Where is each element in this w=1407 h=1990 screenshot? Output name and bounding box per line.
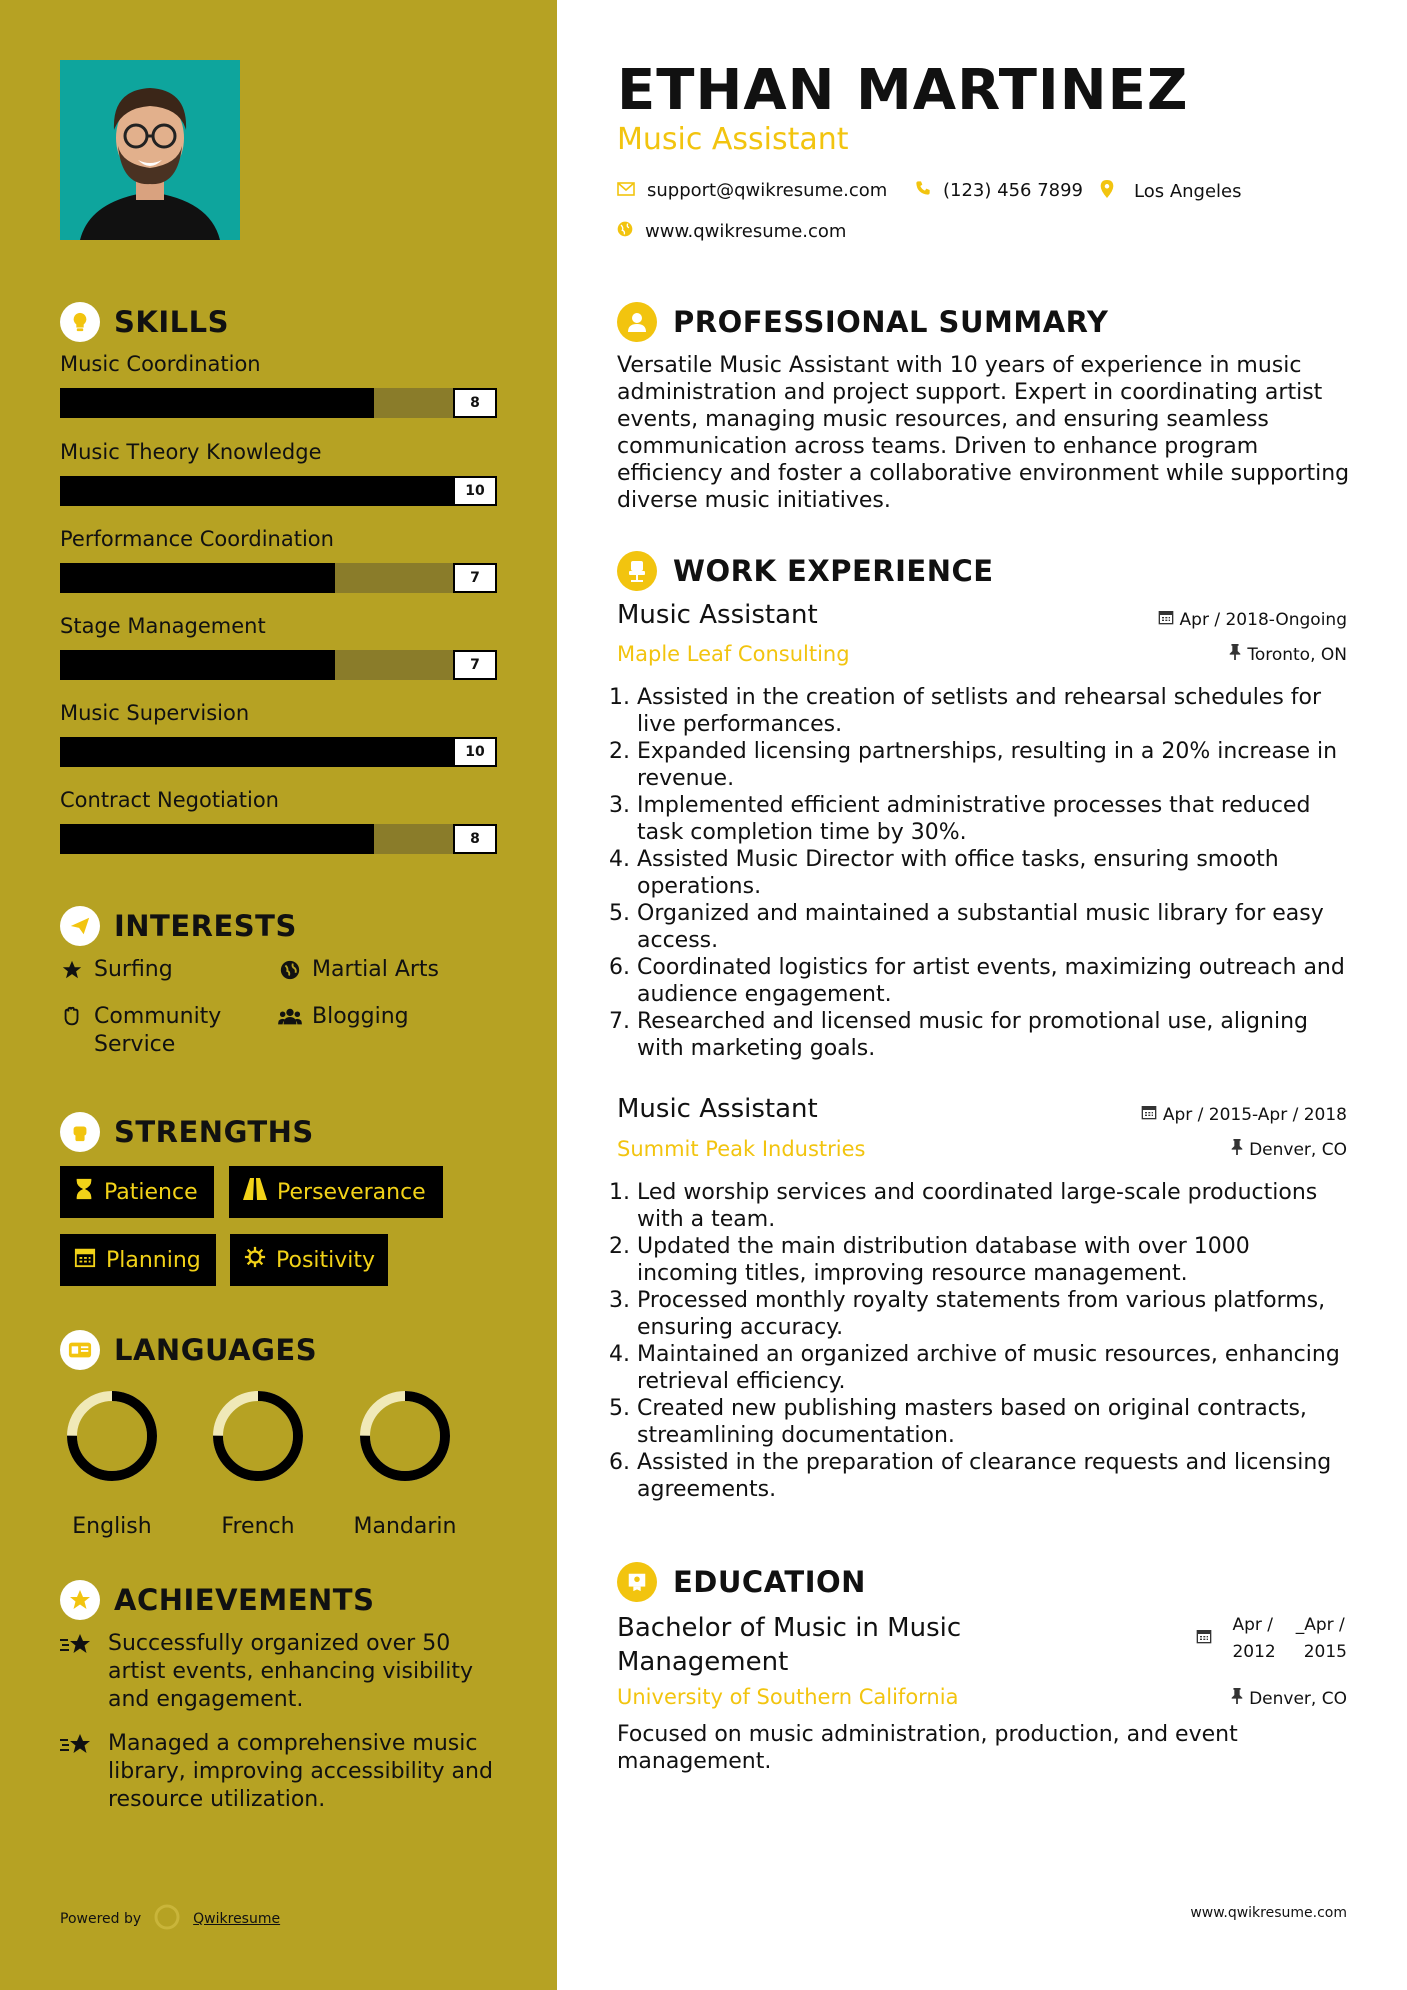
skill-bar — [60, 388, 497, 418]
language-item — [345, 1388, 465, 1539]
education-location — [1231, 1688, 1347, 1709]
strength-planning — [60, 1234, 216, 1286]
skill-bar-fill — [60, 650, 335, 680]
skill-level-value: 7 — [453, 563, 497, 593]
envelope-icon — [617, 180, 635, 201]
shooting-star-icon — [60, 1630, 94, 1714]
task-item: 2. Updated the main distribution database with over 1000 incoming titles, improving resource management. — [637, 1233, 1357, 1287]
strength-label: Perseverance — [277, 1179, 426, 1205]
job-1-company: Maple Leaf Consulting — [617, 642, 850, 666]
skill-bar-fill — [60, 824, 374, 854]
strength-label: Planning — [106, 1247, 201, 1273]
task-item: 6. Assisted in the preparation of clearance requests and licensing agreements. — [637, 1449, 1357, 1503]
interest-surfing — [60, 956, 173, 984]
road-icon — [243, 1178, 267, 1206]
interest-label: Community Service — [94, 1004, 222, 1057]
language-proficiency-ring — [210, 1388, 306, 1484]
pushpin-icon — [1229, 644, 1241, 665]
phone-text[interactable]: (123) 456 7899 — [943, 180, 1084, 201]
task-item: 7. Researched and licensed music for promotional use, aligning with marketing goals. — [637, 1008, 1357, 1062]
task-item: 3. Processed monthly royalty statements from various platforms, ensuring accuracy. — [637, 1287, 1357, 1341]
job-2-role: Music Assistant — [617, 1094, 818, 1124]
sidebar — [0, 0, 557, 1990]
skill-label: Music Coordination — [60, 352, 261, 376]
calendar-icon — [74, 1246, 96, 1274]
profile-photo — [60, 60, 240, 240]
skill-bar-fill — [60, 563, 335, 593]
interest-community-service — [60, 1003, 260, 1059]
skills-heading — [60, 302, 229, 342]
skill-bar — [60, 737, 497, 767]
calendar-icon — [1196, 1612, 1212, 1666]
calendar-icon — [1158, 609, 1174, 630]
languages-title: LANGUAGES — [114, 1333, 318, 1367]
skill-level-value: 10 — [453, 476, 497, 506]
interests-title: INTERESTS — [114, 909, 297, 943]
education-end — [1296, 1612, 1347, 1666]
education-heading — [617, 1562, 866, 1602]
task-item: 1. Led worship services and coordinated large-scale productions with a team. — [637, 1179, 1357, 1233]
email-text[interactable]: support@qwikresume.com — [647, 180, 888, 201]
users-icon — [278, 1003, 302, 1031]
strength-label: Patience — [104, 1179, 198, 1205]
interests-heading — [60, 906, 297, 946]
fist-icon — [60, 1112, 100, 1152]
language-proficiency-ring — [64, 1388, 160, 1484]
skill-bar-fill — [60, 388, 374, 418]
sun-icon — [244, 1246, 266, 1274]
task-item: 2. Expanded licensing partnerships, resulting in a 20% increase in revenue. — [637, 738, 1357, 792]
language-item — [52, 1388, 172, 1539]
job-title: Music Assistant — [617, 122, 849, 157]
graduation-icon — [617, 1562, 657, 1602]
skill-label: Contract Negotiation — [60, 788, 279, 812]
contact-email — [617, 180, 887, 201]
strength-perseverance — [229, 1166, 443, 1218]
globe-icon — [278, 956, 302, 984]
summary-heading — [617, 302, 1108, 342]
language-item — [198, 1388, 318, 1539]
skill-item — [60, 527, 497, 593]
experience-heading — [617, 551, 994, 591]
job-1-role: Music Assistant — [617, 600, 818, 630]
skill-bar-fill — [60, 476, 497, 506]
skill-level-value: 7 — [453, 650, 497, 680]
language-card-icon — [60, 1330, 100, 1370]
education-start-month: Apr / — [1232, 1615, 1274, 1635]
star-badge-icon — [60, 1580, 100, 1620]
task-item: 5. Organized and maintained a substantial music library for easy access. — [637, 900, 1357, 954]
contact-phone — [915, 180, 1083, 201]
skill-item — [60, 788, 497, 854]
paper-plane-icon — [60, 906, 100, 946]
job-1-tasks — [617, 684, 1357, 1062]
lightbulb-icon — [60, 302, 100, 342]
education-start-year: 2012 — [1232, 1642, 1276, 1662]
task-item: 3. Implemented efficient administrative processes that reduced task completion time by 30%. — [637, 792, 1357, 846]
strength-patience — [60, 1166, 214, 1218]
location-text: Los Angeles — [1134, 181, 1242, 202]
globe-icon — [617, 221, 633, 242]
education-end-month: _Apr / — [1295, 1615, 1345, 1635]
interest-label: Blogging — [312, 1004, 409, 1029]
education-end-year: 2015 — [1303, 1642, 1347, 1662]
language-proficiency-ring — [357, 1388, 453, 1484]
task-item: 4. Assisted Music Director with office tasks, ensuring smooth operations. — [637, 846, 1357, 900]
skill-item — [60, 701, 497, 767]
achievement-item — [60, 1630, 500, 1714]
strengths-heading — [60, 1112, 314, 1152]
education-school: University of Southern California — [617, 1685, 959, 1709]
job-2-date — [1141, 1104, 1347, 1125]
task-item: 5. Created new publishing masters based on original contracts, streamlining documentation. — [637, 1395, 1357, 1449]
phone-icon — [915, 180, 931, 201]
skills-title: SKILLS — [114, 305, 229, 339]
qwikresume-link[interactable]: Qwikresume — [193, 1911, 281, 1927]
skill-item — [60, 440, 497, 506]
education-dates — [1196, 1612, 1347, 1666]
achievement-item — [60, 1730, 500, 1814]
strengths-title: STRENGTHS — [114, 1115, 314, 1149]
education-degree: Bachelor of Music in Music Management — [617, 1613, 962, 1677]
qwikresume-logo-icon — [153, 1903, 181, 1935]
task-item: 1. Assisted in the creation of setlists and rehearsal schedules for live performances. — [637, 684, 1357, 738]
pushpin-icon — [1231, 1139, 1243, 1160]
contact-website — [617, 221, 846, 242]
education-title: EDUCATION — [673, 1565, 866, 1599]
office-chair-icon — [617, 551, 657, 591]
language-label: English — [72, 1514, 152, 1539]
interest-label: Martial Arts — [312, 957, 440, 982]
interest-blogging — [278, 1003, 409, 1031]
experience-title: WORK EXPERIENCE — [673, 554, 994, 588]
interest-martial-arts — [278, 956, 439, 984]
website-text[interactable]: www.qwikresume.com — [645, 221, 847, 242]
skill-label: Stage Management — [60, 614, 266, 638]
hand-icon — [60, 1003, 84, 1031]
calendar-icon — [1141, 1104, 1157, 1125]
skill-bar — [60, 824, 497, 854]
skill-label: Music Theory Knowledge — [60, 440, 322, 464]
education-description: Focused on music administration, production, and event management. — [617, 1722, 1238, 1774]
job-date-text: Apr / 2015-Apr / 2018 — [1162, 1104, 1347, 1125]
task-item: 6. Coordinated logistics for artist events, maximizing outreach and audience engagement. — [637, 954, 1357, 1008]
strength-positivity — [230, 1234, 388, 1286]
skill-item — [60, 614, 497, 680]
strength-label: Positivity — [276, 1247, 376, 1273]
skill-item — [60, 352, 497, 418]
powered-by — [60, 1903, 280, 1935]
language-label: French — [221, 1514, 295, 1539]
powered-by-label: Powered by — [60, 1911, 142, 1927]
skill-bar-fill — [60, 737, 497, 767]
job-2-location — [1231, 1139, 1347, 1160]
interest-label: Surfing — [94, 957, 173, 982]
job-1-location — [1229, 644, 1347, 665]
summary-title: PROFESSIONAL SUMMARY — [673, 305, 1109, 339]
job-2-company: Summit Peak Industries — [617, 1137, 866, 1161]
achievements-title: ACHIEVEMENTS — [114, 1583, 375, 1617]
achievement-text: Successfully organized over 50 artist events, enhancing visibility and engagement. — [108, 1631, 474, 1712]
education-start — [1232, 1612, 1275, 1666]
languages-heading — [60, 1330, 317, 1370]
skill-bar — [60, 563, 497, 593]
footer-url[interactable]: www.qwikresume.com — [1190, 1905, 1347, 1921]
pushpin-icon — [1231, 1688, 1243, 1709]
skill-level-value: 10 — [453, 737, 497, 767]
skill-label: Performance Coordination — [60, 527, 334, 551]
skill-bar — [60, 650, 497, 680]
summary-text: Versatile Music Assistant with 10 years of experience in music administration and project support. Expert in coordinating artist events, managing music resources, and ensuring seamless communication across teams. Driven to enhance program efficiency and foster a collaborative environment while supporting diverse music initiatives. — [617, 353, 1350, 513]
education-location-text: Denver, CO — [1249, 1688, 1347, 1709]
achievement-text: Managed a comprehensive music library, improving accessibility and resource utilization. — [108, 1731, 493, 1812]
shooting-star-icon — [60, 1730, 94, 1814]
skill-label: Music Supervision — [60, 701, 250, 725]
skill-level-value: 8 — [453, 388, 497, 418]
job-1-date — [1158, 609, 1347, 630]
job-date-text: Apr / 2018-Ongoing — [1179, 609, 1347, 630]
star-icon — [60, 956, 84, 984]
contact-location — [1100, 180, 1242, 203]
user-icon — [617, 302, 657, 342]
map-pin-icon — [1100, 180, 1114, 203]
achievements-heading — [60, 1580, 374, 1620]
main-content — [557, 0, 1407, 1990]
skill-bar — [60, 476, 497, 506]
job-location-text: Denver, CO — [1249, 1139, 1347, 1160]
language-label: Mandarin — [353, 1514, 457, 1539]
job-2-tasks — [617, 1179, 1357, 1503]
hourglass-icon — [74, 1178, 94, 1206]
candidate-name: ETHAN MARTINEZ — [617, 58, 1189, 123]
skill-level-value: 8 — [453, 824, 497, 854]
task-item: 4. Maintained an organized archive of music resources, enhancing retrieval efficiency. — [637, 1341, 1357, 1395]
job-location-text: Toronto, ON — [1247, 644, 1347, 665]
